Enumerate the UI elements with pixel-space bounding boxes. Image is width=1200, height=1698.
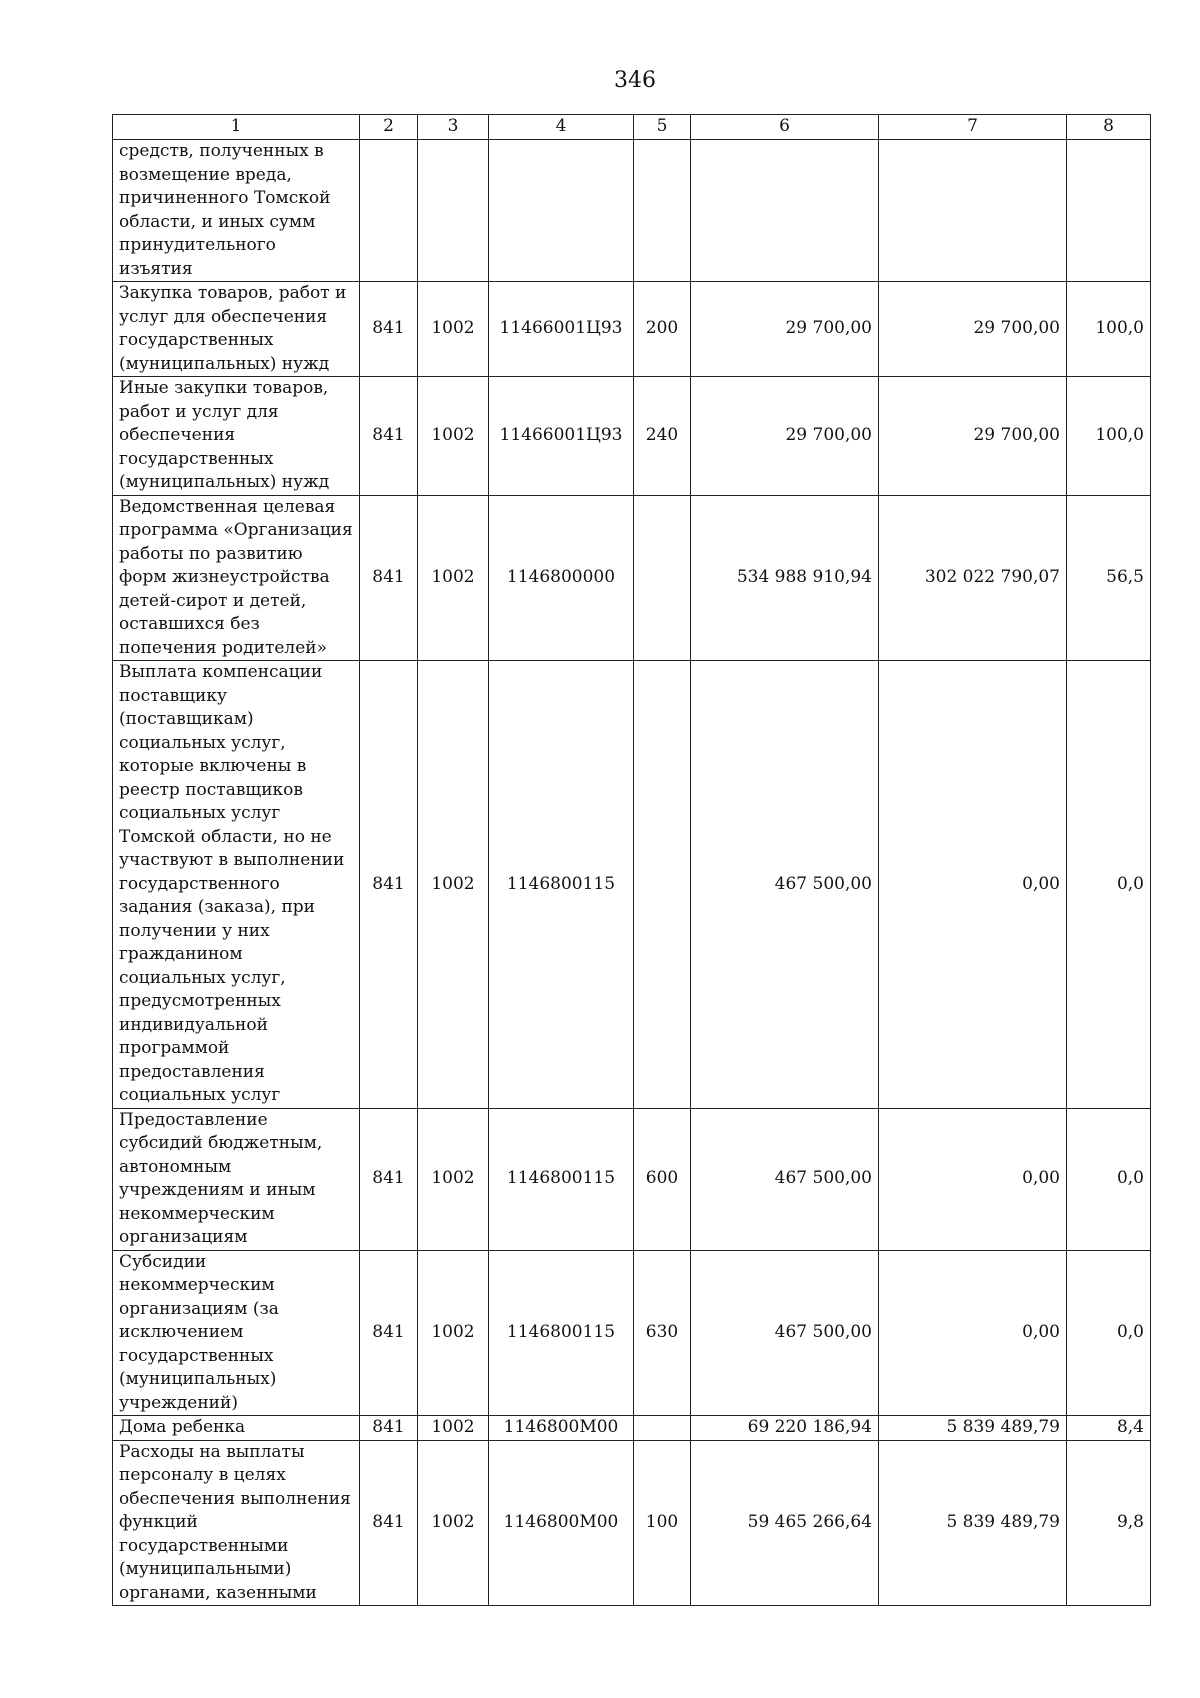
row-name: Предоставление субсидий бюджетным, автономным учреждениям и иным некоммерческим организациям — [113, 1108, 360, 1250]
row-name: Расходы на выплаты персоналу в целях обеспечения выполнения функций государственными (муниципальными) органами, казенными — [113, 1440, 360, 1606]
row-target-code: 1146800115 — [489, 1250, 634, 1416]
row-ministry-code: 841 — [360, 1108, 418, 1250]
row-section-code — [418, 140, 489, 282]
column-header: 1 — [113, 115, 360, 140]
row-expense-type: 240 — [634, 377, 691, 496]
row-planned-amount: 29 700,00 — [691, 377, 879, 496]
row-target-code — [489, 140, 634, 282]
row-expense-type — [634, 495, 691, 661]
row-section-code: 1002 — [418, 1416, 489, 1441]
row-expense-type: 200 — [634, 282, 691, 377]
page-number: 346 — [614, 68, 656, 93]
budget-table — [112, 114, 1151, 1606]
row-section-code: 1002 — [418, 282, 489, 377]
row-planned-amount: 467 500,00 — [691, 1250, 879, 1416]
row-expense-type: 600 — [634, 1108, 691, 1250]
row-target-code: 1146800115 — [489, 1108, 634, 1250]
row-execution-percent: 8,4 — [1067, 1416, 1151, 1441]
row-target-code: 11466001Ц93 — [489, 282, 634, 377]
row-executed-amount: 5 839 489,79 — [879, 1416, 1067, 1441]
row-name: средств, полученных в возмещение вреда, причиненного Томской области, и иных сумм принудительного изъятия — [113, 140, 360, 282]
table-row — [113, 377, 1151, 496]
row-execution-percent: 0,0 — [1067, 1108, 1151, 1250]
row-expense-type: 100 — [634, 1440, 691, 1606]
row-execution-percent: 100,0 — [1067, 377, 1151, 496]
row-target-code: 1146800115 — [489, 661, 634, 1109]
table-row — [113, 1440, 1151, 1606]
row-ministry-code: 841 — [360, 377, 418, 496]
table-row — [113, 140, 1151, 282]
row-execution-percent: 100,0 — [1067, 282, 1151, 377]
table-row — [113, 1108, 1151, 1250]
row-name: Иные закупки товаров, работ и услуг для обеспечения государственных (муниципальных) нужд — [113, 377, 360, 496]
row-name: Ведомственная целевая программа «Организация работы по развитию форм жизнеустройства детей-сирот и детей, оставшихся без попечения родителей» — [113, 495, 360, 661]
row-target-code: 1146800М00 — [489, 1440, 634, 1606]
header-row — [113, 115, 1151, 140]
row-planned-amount: 29 700,00 — [691, 282, 879, 377]
row-section-code: 1002 — [418, 495, 489, 661]
row-execution-percent: 9,8 — [1067, 1440, 1151, 1606]
row-name: Закупка товаров, работ и услуг для обеспечения государственных (муниципальных) нужд — [113, 282, 360, 377]
row-ministry-code: 841 — [360, 661, 418, 1109]
row-ministry-code — [360, 140, 418, 282]
table-row — [113, 282, 1151, 377]
row-ministry-code: 841 — [360, 495, 418, 661]
row-target-code: 1146800000 — [489, 495, 634, 661]
row-executed-amount: 0,00 — [879, 1250, 1067, 1416]
column-header: 7 — [879, 115, 1067, 140]
row-planned-amount: 467 500,00 — [691, 661, 879, 1109]
row-executed-amount: 302 022 790,07 — [879, 495, 1067, 661]
table-row — [113, 661, 1151, 1109]
row-execution-percent: 0,0 — [1067, 661, 1151, 1109]
table-row — [113, 495, 1151, 661]
row-planned-amount: 534 988 910,94 — [691, 495, 879, 661]
row-planned-amount: 467 500,00 — [691, 1108, 879, 1250]
row-ministry-code: 841 — [360, 1440, 418, 1606]
row-executed-amount — [879, 140, 1067, 282]
row-expense-type — [634, 661, 691, 1109]
row-executed-amount: 0,00 — [879, 1108, 1067, 1250]
row-section-code: 1002 — [418, 1108, 489, 1250]
row-target-code: 1146800М00 — [489, 1416, 634, 1441]
row-expense-type — [634, 1416, 691, 1441]
column-header: 4 — [489, 115, 634, 140]
column-header: 5 — [634, 115, 691, 140]
row-ministry-code: 841 — [360, 1250, 418, 1416]
table-row — [113, 1250, 1151, 1416]
row-name: Субсидии некоммерческим организациям (за исключением государственных (муниципальных) учреждений) — [113, 1250, 360, 1416]
row-section-code: 1002 — [418, 1250, 489, 1416]
row-planned-amount — [691, 140, 879, 282]
column-header: 6 — [691, 115, 879, 140]
row-planned-amount: 59 465 266,64 — [691, 1440, 879, 1606]
row-ministry-code: 841 — [360, 1416, 418, 1441]
row-section-code: 1002 — [418, 377, 489, 496]
row-executed-amount: 0,00 — [879, 661, 1067, 1109]
row-execution-percent — [1067, 140, 1151, 282]
row-section-code: 1002 — [418, 1440, 489, 1606]
row-executed-amount: 29 700,00 — [879, 377, 1067, 496]
column-header: 2 — [360, 115, 418, 140]
row-executed-amount: 5 839 489,79 — [879, 1440, 1067, 1606]
row-execution-percent: 56,5 — [1067, 495, 1151, 661]
row-section-code: 1002 — [418, 661, 489, 1109]
row-target-code: 11466001Ц93 — [489, 377, 634, 496]
column-header: 3 — [418, 115, 489, 140]
row-name: Дома ребенка — [113, 1416, 360, 1441]
row-planned-amount: 69 220 186,94 — [691, 1416, 879, 1441]
row-expense-type: 630 — [634, 1250, 691, 1416]
row-expense-type — [634, 140, 691, 282]
row-executed-amount: 29 700,00 — [879, 282, 1067, 377]
column-header: 8 — [1067, 115, 1151, 140]
table-row — [113, 1416, 1151, 1441]
row-name: Выплата компенсации поставщику (поставщикам) социальных услуг, которые включены в реестр поставщиков социальных услуг Томской области, но не участвуют в выполнении государственного задания (заказа), при получении у них гражданином социальных услуг, предусмотренных индивидуальной программой предоставления социальных услуг — [113, 661, 360, 1109]
row-ministry-code: 841 — [360, 282, 418, 377]
row-execution-percent: 0,0 — [1067, 1250, 1151, 1416]
